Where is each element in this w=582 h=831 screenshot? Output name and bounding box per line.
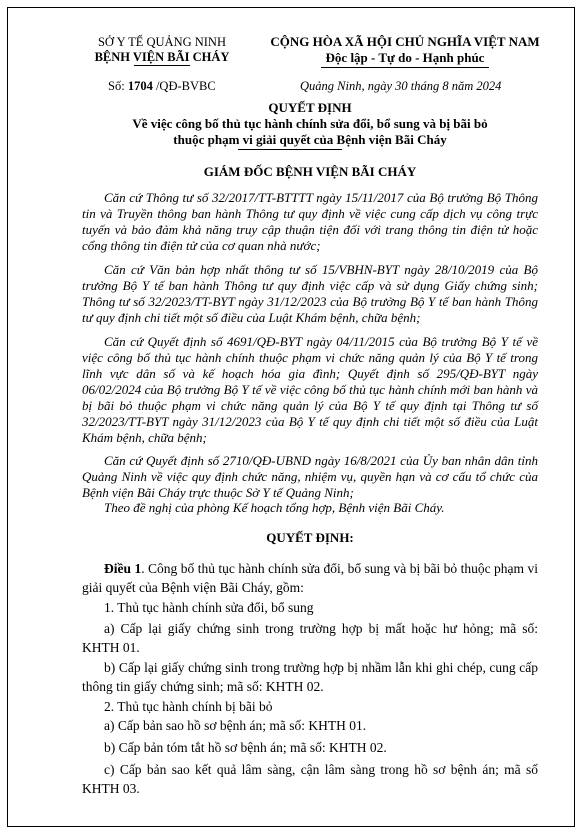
place-date: Quảng Ninh, ngày 30 tháng 8 năm 2024 [300, 79, 502, 93]
section-1-title: 1. Thủ tục hành chính sửa đổi, bổ sung [104, 600, 314, 615]
number-value: 1704 [127, 79, 153, 93]
section-1-item-b: b) Cấp lại giấy chứng sinh trong trường hợp bị nhầm lẫn khi ghi chép, cung cấp thông tin giấy chứng sinh; mã số: KHTH 02. [82, 660, 538, 694]
section-2-item-b: b) Cấp bản tóm tắt hồ sơ bệnh án; mã số: KHTH 02. [104, 740, 387, 755]
decides-heading: QUYẾT ĐỊNH: [266, 530, 354, 545]
article-1-text: . Công bố thủ tục hành chính sửa đổi, bổ sung và bị bãi bỏ thuộc phạm vi giải quyết của Bệnh viện Bãi Cháy, gồm: [82, 561, 539, 595]
article-1-label: Điều 1 [104, 561, 142, 576]
issuing-authority: GIÁM ĐỐC BỆNH VIỆN BÃI CHÁY [203, 164, 417, 179]
legal-basis-2: Căn cứ Văn bản hợp nhất thông tư số 15/VBHN-BYT ngày 28/10/2019 của Bộ trưởng Bộ Y tế ban hành Thông tư quy định việc cấp và sử dụng Giấy chứng sinh; Thông tư số 32/2023/TT-BYT ngày 31/12/2023 của Bộ trưởng Bộ Y tế ban hành Thông tư quy định chi tiết một số điều của Luật Khám bệnh, chữa bệnh; [82, 262, 538, 325]
decision-subject-2: thuộc phạm vi giải quyết của Bệnh viện Bãi Cháy [173, 132, 447, 147]
section-2-title: 2. Thủ tục hành chính bị bãi bỏ [104, 699, 273, 714]
document-number [108, 79, 216, 94]
section-2-item-a: a) Cấp bản sao hồ sơ bệnh án; mã số: KHTH 01. [104, 718, 367, 733]
motto: Độc lập - Tự do - Hạnh phúc [325, 50, 485, 65]
section-2-item-c: c) Cấp bản sao kết quả lâm sàng, cận lâm sàng trong hồ sơ bệnh án; mã số KHTH 03. [82, 762, 538, 796]
motto-underline [321, 67, 489, 68]
legal-basis-4: Căn cứ Quyết định số 2710/QĐ-UBND ngày 16/8/2021 của Ủy ban nhân dân tỉnh Quảng Ninh về việc quy định chức năng, nhiệm vụ, quyền hạn và cơ cấu tổ chức của Bệnh viện Bãi Cháy trực thuộc Sở Y tế Quảng Ninh; [82, 453, 538, 500]
agency-underline [134, 65, 190, 66]
decision-title [82, 100, 538, 148]
legal-basis-3: Căn cứ Quyết định số 4691/QĐ-BYT ngày 04/11/2015 của Bộ trưởng Bộ Y tế về việc công bố thủ tục hành chính thuộc phạm vi chức năng quản lý của Bộ Y tế trong lĩnh vực dân số và kế hoạch hóa gia đình; Quyết định số 295/QĐ-BYT ngày 06/02/2024 của Bộ trưởng Bộ Y tế về việc công bố thủ tục hành chính mới ban hành và bị bãi bỏ thuộc phạm vi chức năng quản lý của Bộ Y tế quy định tại Thông tư số 32/2023/TT-BYT ngày 31/12/2023 của Bộ Y tế quy định chi tiết một số điều của Luật Khám bệnh, chữa bệnh; [82, 334, 538, 445]
agency-name: BỆNH VIỆN BÃI CHÁY [94, 50, 230, 64]
legal-basis-5: Theo đề nghị của phòng Kế hoạch tổng hợp, Bệnh viện Bãi Cháy. [104, 500, 445, 515]
decision-type: QUYẾT ĐỊNH [268, 100, 352, 115]
decision-subject-1: Về việc công bố thủ tục hành chính sửa đổi, bổ sung và bị bãi bỏ [132, 116, 488, 131]
agency-block [82, 35, 242, 65]
article-1-intro [82, 559, 538, 597]
number-prefix: Số: [108, 79, 128, 93]
legal-basis-1: Căn cứ Thông tư số 32/2017/TT-BTTTT ngày 15/11/2017 của Bộ trưởng Bộ Thông tin và Truyền thông ban hành Thông tư quy định về việc cung cấp dịch vụ công trực tuyến và bảo đảm khả năng truy cập thuận tiện đối với trang thông tin điện tử hoặc cổng thông tin điện tử của cơ quan nhà nước; [82, 190, 538, 253]
title-underline [238, 149, 342, 150]
agency-parent: SỞ Y TẾ QUẢNG NINH [97, 35, 226, 49]
national-heading [255, 34, 555, 66]
nation-name: CỘNG HÒA XÃ HỘI CHỦ NGHĨA VIỆT NAM [270, 34, 540, 49]
number-suffix: /QĐ-BVBC [152, 79, 216, 93]
section-1-item-a: a) Cấp lại giấy chứng sinh trong trường hợp bị mất hoặc hư hỏng; mã số: KHTH 01. [82, 621, 538, 655]
